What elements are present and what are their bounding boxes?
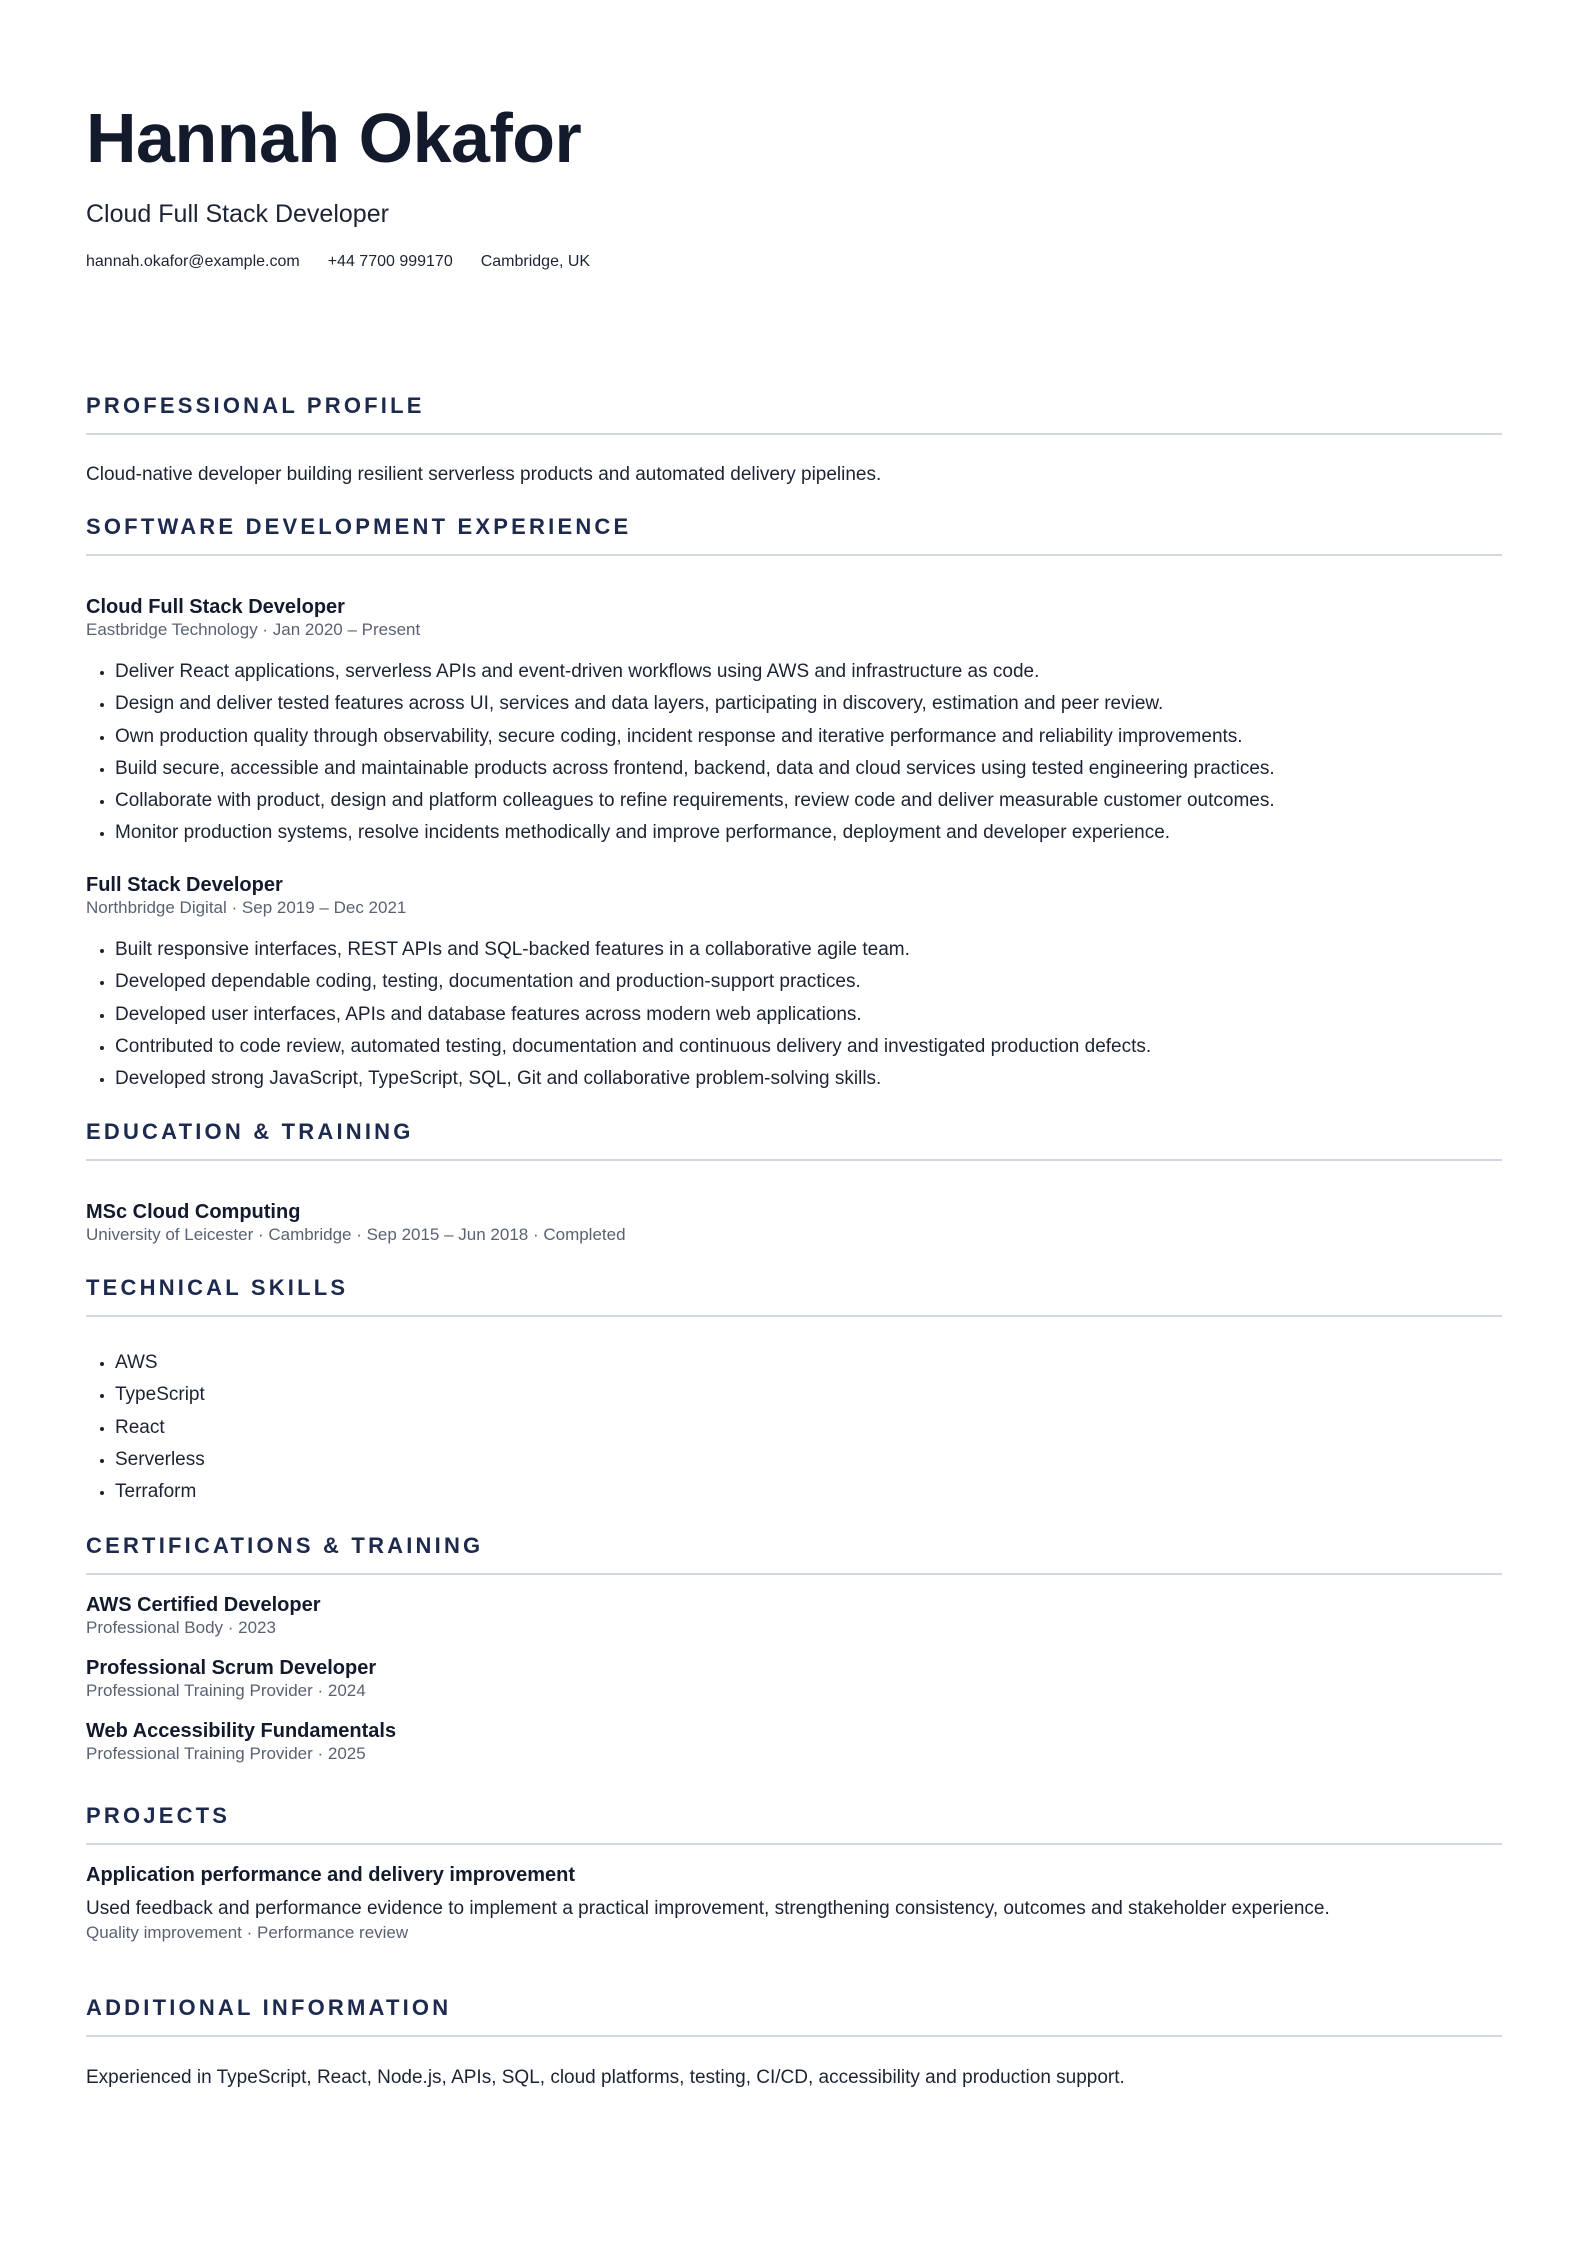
certification-entry bbox=[86, 1719, 1502, 1765]
section-title-additional: ADDITIONAL INFORMATION bbox=[86, 1995, 452, 2020]
section-title-profile: PROFESSIONAL PROFILE bbox=[86, 393, 425, 418]
job-bullets bbox=[86, 934, 1502, 1095]
section-certifications bbox=[86, 1532, 1502, 1765]
contact-line bbox=[86, 252, 1502, 272]
section-projects bbox=[86, 1802, 1502, 1944]
job-bullets bbox=[86, 656, 1502, 850]
job-entry bbox=[86, 595, 1502, 850]
job-title: Cloud Full Stack Developer bbox=[86, 596, 345, 618]
project-description: Used feedback and performance evidence to implement a practical improvement, strengthening consistency, outcomes and stakeholder experience. bbox=[86, 1898, 1330, 1919]
section-divider bbox=[86, 2035, 1502, 2037]
certification-entry bbox=[86, 1656, 1502, 1702]
contact-phone[interactable]: +44 7700 999170 bbox=[327, 253, 453, 270]
job-bullet: • Collaborate with product, design and platform colleagues to refine requirements, review code and deliver measurable customer outcomes. bbox=[115, 785, 1502, 817]
section-divider bbox=[86, 1843, 1502, 1845]
job-bullet: • Own production quality through observability, secure coding, incident response and iterative performance and reliability improvements. bbox=[115, 721, 1502, 753]
section-education bbox=[86, 1118, 1502, 1246]
section-title-skills: TECHNICAL SKILLS bbox=[86, 1275, 349, 1300]
job-bullet: • Developed dependable coding, testing, documentation and production-support practices. bbox=[115, 966, 1502, 998]
job-bullet: • Build secure, accessible and maintainable products across frontend, backend, data and cloud services using tested engineering practices. bbox=[115, 753, 1502, 785]
degree-meta: University of Leicester · Cambridge · Sep 2015 – Jun 2018 · Completed bbox=[86, 1225, 626, 1244]
job-bullet: • Developed strong JavaScript, TypeScript, SQL, Git and collaborative problem-solving skills. bbox=[115, 1063, 1502, 1095]
project-name: Application performance and delivery improvement bbox=[86, 1864, 576, 1886]
education-entry bbox=[86, 1200, 1502, 1246]
job-entry bbox=[86, 873, 1502, 1095]
section-divider bbox=[86, 433, 1502, 435]
skill-item: • TypeScript bbox=[115, 1379, 1502, 1411]
job-bullet: • Built responsive interfaces, REST APIs and SQL-backed features in a collaborative agile team. bbox=[115, 934, 1502, 966]
job-bullet: • Developed user interfaces, APIs and database features across modern web applications. bbox=[115, 999, 1502, 1031]
job-bullet: • Design and deliver tested features across UI, services and data layers, participating in discovery, estimation and peer review. bbox=[115, 688, 1502, 720]
section-divider bbox=[86, 1159, 1502, 1161]
section-divider bbox=[86, 1573, 1502, 1575]
certification-entry bbox=[86, 1593, 1502, 1639]
skill-item: • AWS bbox=[115, 1347, 1502, 1379]
job-title: Full Stack Developer bbox=[86, 874, 283, 896]
project-tags: Quality improvement · Performance review bbox=[86, 1923, 409, 1942]
section-experience bbox=[86, 513, 1502, 850]
section-profile bbox=[86, 392, 1502, 488]
certification-meta: Professional Training Provider · 2025 bbox=[86, 1744, 366, 1763]
skill-item: • React bbox=[115, 1412, 1502, 1444]
project-entry bbox=[86, 1863, 1502, 1944]
certification-name: Web Accessibility Fundamentals bbox=[86, 1720, 397, 1742]
job-bullet: • Contributed to code review, automated testing, documentation and continuous delivery and investigated production defects. bbox=[115, 1031, 1502, 1063]
skill-item: • Serverless bbox=[115, 1444, 1502, 1476]
job-meta: Northbridge Digital · Sep 2019 – Dec 2021 bbox=[86, 898, 407, 917]
certification-name: AWS Certified Developer bbox=[86, 1594, 321, 1616]
section-title-projects: PROJECTS bbox=[86, 1803, 231, 1828]
job-bullet: • Monitor production systems, resolve incidents methodically and improve performance, deployment and developer experience. bbox=[115, 817, 1502, 849]
additional-text: Experienced in TypeScript, React, Node.js, APIs, SQL, cloud platforms, testing, CI/CD, accessibility and production support. bbox=[86, 2067, 1125, 2088]
section-title-experience: SOFTWARE DEVELOPMENT EXPERIENCE bbox=[86, 514, 632, 539]
contact-location: Cambridge, UK bbox=[480, 253, 591, 270]
certification-meta: Professional Training Provider · 2024 bbox=[86, 1681, 366, 1700]
section-title-education: EDUCATION & TRAINING bbox=[86, 1119, 414, 1144]
skill-item: • Terraform bbox=[115, 1476, 1502, 1508]
contact-email[interactable]: hannah.okafor@example.com bbox=[86, 253, 300, 270]
profile-summary: Cloud-native developer building resilient serverless products and automated delivery pipelines. bbox=[86, 464, 882, 485]
section-divider bbox=[86, 554, 1502, 556]
job-bullet: • Deliver React applications, serverless APIs and event-driven workflows using AWS and infrastructure as code. bbox=[115, 656, 1502, 688]
section-skills bbox=[86, 1274, 1502, 1508]
degree-title: MSc Cloud Computing bbox=[86, 1201, 301, 1223]
section-divider bbox=[86, 1315, 1502, 1317]
certification-meta: Professional Body · 2023 bbox=[86, 1618, 276, 1637]
section-title-certifications: CERTIFICATIONS & TRAINING bbox=[86, 1533, 484, 1558]
skills-list bbox=[86, 1347, 1502, 1508]
job-meta: Eastbridge Technology · Jan 2020 – Present bbox=[86, 620, 421, 639]
candidate-name: Hannah Okafor bbox=[86, 99, 582, 177]
section-additional bbox=[86, 1994, 1502, 2091]
certification-name: Professional Scrum Developer bbox=[86, 1657, 377, 1679]
resume-header bbox=[86, 96, 1502, 272]
candidate-headline: Cloud Full Stack Developer bbox=[86, 200, 389, 228]
